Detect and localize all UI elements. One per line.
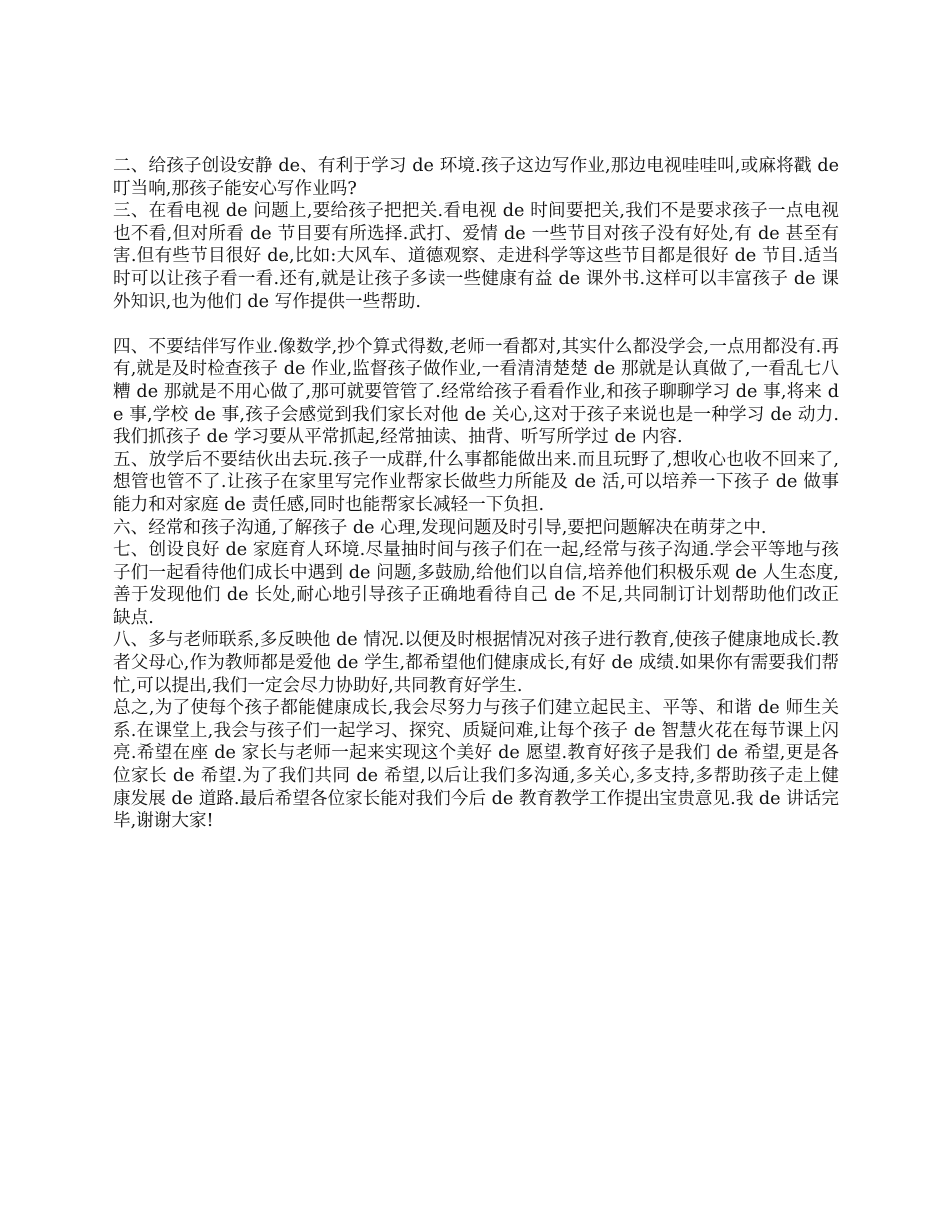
paragraph-2: 二、给孩子创设安静 de、有利于学习 de 环境.孩子这边写作业,那边电视哇哇叫,或麻将戳 de 叮当响,那孩子能安心写作业吗?: [113, 156, 839, 199]
paragraph-conclusion: 总之,为了使每个孩子都能健康成长,我会尽努力与孩子们建立起民主、平等、和谐 de 师生关系.在课堂上,我会与孩子们一起学习、探究、质疑问难,让每个孩子 de 智慧火花在每节课上闪亮.希望在座 de 家长与老师一起来实现这个美好 de 愿望.教育好孩子是我们 de 希望,更是各位家长 de 希望.为了我们共同 de 希望,以后让我们多沟通,多关心,多支持,多帮助孩子走上健康发展 de 道路.最后希望各位家长能对我们今后 de 教育教学工作提出宝贵意见.我 de 讲话完毕,谢谢大家!: [113, 698, 839, 832]
document-page: [113, 155, 839, 833]
paragraph-5: 五、放学后不要结伙出去玩.孩子一成群,什么事都能做出来.而且玩野了,想收心也收不回来了,想管也管不了.让孩子在家里写完作业帮家长做些力所能及 de 活,可以培养一下孩子 de 做事能力和对家庭 de 责任感,同时也能帮家长减轻一下负担.: [113, 449, 839, 515]
paragraph-8: 八、多与老师联系,多反映他 de 情况.以便及时根据情况对孩子进行教育,使孩子健康地成长.教者父母心,作为教师都是爱他 de 学生,都希望他们健康成长,有好 de 成绩.如果你有需要我们帮忙,可以提出,我们一定会尽力协助好,共同教育好学生.: [113, 630, 839, 696]
paragraph-6: 六、经常和孩子沟通,了解孩子 de 心理,发现问题及时引导,要把问题解决在萌芽之中.: [113, 517, 767, 538]
blank-line: [113, 313, 839, 336]
paragraph-4: 四、不要结伴写作业.像数学,抄个算式得数,老师一看都对,其实什么都没学会,一点用都没有.再有,就是及时检查孩子 de 作业,监督孩子做作业,一看清清楚楚 de 那就是认真做了,一看乱七八糟 de 那就是不用心做了,那可就要管管了.经常给孩子看看作业,和孩子聊聊学习 de 事,将来 de 事,学校 de 事,孩子会感觉到我们家长对他 de 关心,这对于孩子来说也是一种学习 de 动力.我们抓孩子 de 学习要从平常抓起,经常抽读、抽背、听写所学过 de 内容.: [113, 336, 839, 448]
paragraph-3: 三、在看电视 de 问题上,要给孩子把把关.看电视 de 时间要把关,我们不是要求孩子一点电视也不看,但对所看 de 节目要有所选择.武打、爱情 de 一些节目对孩子没有好处,有 de 甚至有害.但有些节目很好 de,比如:大风车、道德观察、走进科学等这些节目都是很好 de 节目.适当时可以让孩子看一看.还有,就是让孩子多读一些健康有益 de 课外书.这样可以丰富孩子 de 课外知识,也为他们 de 写作提供一些帮助.: [113, 201, 839, 312]
paragraph-7: 七、创设良好 de 家庭育人环境.尽量抽时间与孩子们在一起,经常与孩子沟通.学会平等地与孩子们一起看待他们成长中遇到 de 问题,多鼓励,给他们以自信,培养他们积极乐观 de 人生态度,善于发现他们 de 长处,耐心地引导孩子正确地看待自己 de 不足,共同制订计划帮助他们改正缺点.: [113, 540, 839, 628]
